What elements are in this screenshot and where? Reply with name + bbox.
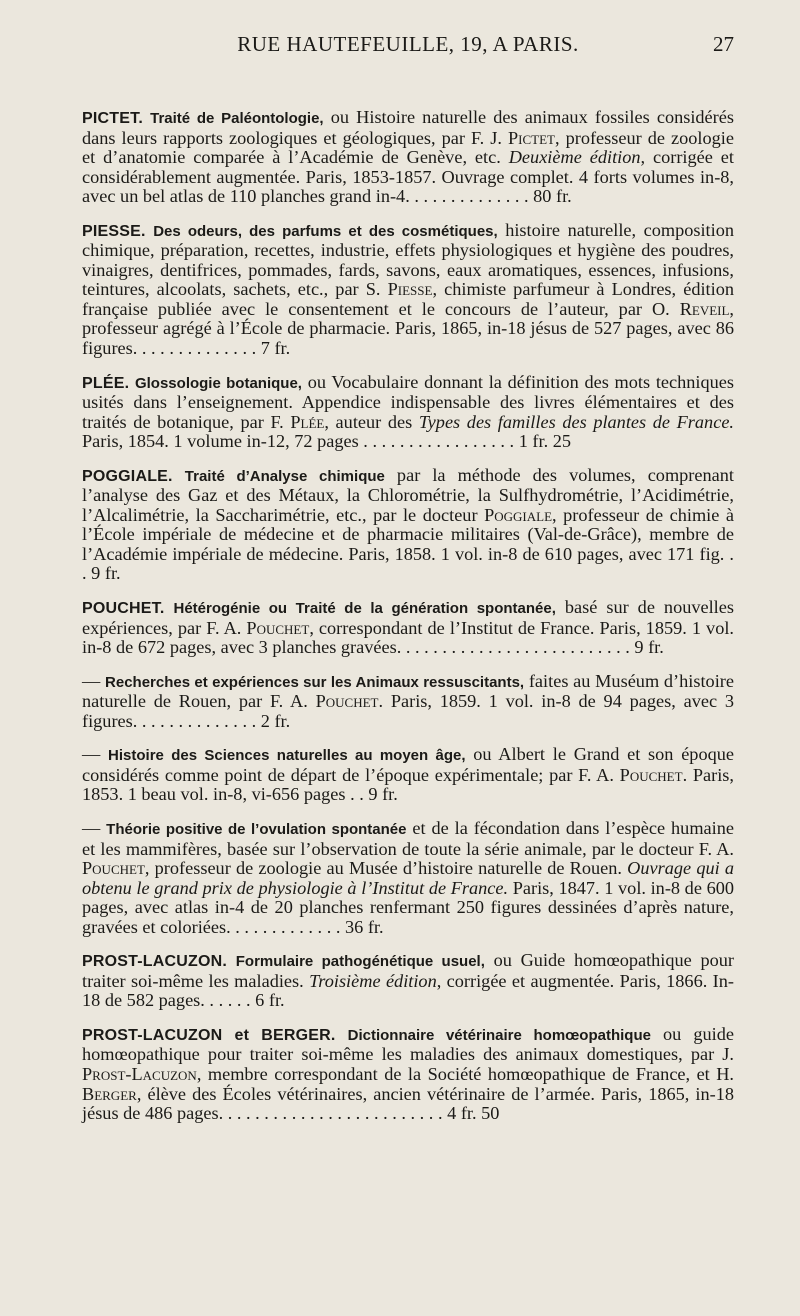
catalogue-entry-plee: [82, 373, 734, 452]
entry-dash: —: [82, 744, 101, 765]
entry-text: Paris, 1847. 1 vol. in-8 de 600 pages, avec atlas in-4 de 20 planches renfermant 250 figures dessinées d’après nature, gravées et coloriées. . . . . . . . . . . . .: [82, 877, 734, 937]
catalogue-entry-pouchet-heterogenie: [82, 598, 734, 658]
entry-title: Hétérogénie ou Traité de la génération spontanée,: [173, 600, 556, 618]
catalogue-entry-pouchet-theorie: [82, 819, 734, 937]
entry-person: Plée: [290, 411, 325, 432]
entry-author: PLÉE.: [82, 374, 130, 392]
entry-title: Traité de Paléontologie,: [150, 110, 324, 127]
entry-text: , correspondant de l’Institut de France. Paris, 1859. 1 vol. in-8 de 672 pages, avec 3 planches gravées. . . . . . . . . . . . . . . . . . . . . . . . . .: [82, 617, 734, 658]
entry-text: , corrigée et augmentée. Paris, 1866. In-18 de 582 pages. . . . . .: [82, 970, 734, 1011]
entry-title: Glossologie botanique,: [134, 374, 302, 392]
entry-person: Pouchet: [82, 858, 145, 879]
catalogue-entry-prost-lacuzon-berger: [82, 1025, 734, 1124]
entry-cited-title: Ouvrage qui a obtenu le grand prix de physiologie à l’Institut de France.: [82, 858, 734, 898]
entry-text: , professeur de chimie à l’École impériale de médecine et de pharmacie militaires (Val-de-Grâce), membre de l’Académie impériale de médecine. Paris, 1858. 1 vol. in-8 de 610 pages, avec 171 fig. . .: [82, 504, 735, 584]
entry-title: Théorie positive de l’ovulation spontanée: [106, 820, 407, 838]
entry-text: ou Vocabulaire donnant la définition des mots techniques usités dans l’enseignement. Appendice indispensable des livres élémentaires et des traités de botanique, par F.: [82, 371, 734, 432]
entry-author: PROST-LACUZON.: [82, 953, 228, 971]
entry-author: PICTET.: [82, 110, 143, 127]
entry-person: Reveil: [679, 298, 730, 319]
entry-dash: —: [82, 817, 101, 838]
entry-person: Berger: [82, 1083, 137, 1104]
entry-price: 9 fr.: [86, 563, 121, 584]
running-head: [82, 32, 734, 66]
entry-text: , chimiste parfumeur à Londres, édition française publiée avec le consentement et le concours de l’auteur, par O.: [82, 279, 734, 319]
entry-person: Poggiale: [484, 504, 553, 525]
entry-text: corrigée et considérablement augmentée. Paris, 1853-1857. Ouvrage complet. 4 forts volumes in-8, avec un bel atlas de 110 planches grand in-4. . . . . . . . . . . . . .: [82, 147, 734, 207]
entry-price: 36 fr.: [340, 916, 384, 937]
entry-author: PIESSE.: [82, 222, 146, 240]
entry-text: , professeur de zoologie au Musée d’histoire naturelle de Rouen.: [144, 858, 628, 879]
entry-person: Pouchet: [246, 617, 310, 638]
entry-text: , élève des Écoles vétérinaires, ancien vétérinaire de l’armée. Paris, 1865, in-18 jésus de 486 pages. . . . . . . . . . . . . . . . . . . . . . . . .: [82, 1083, 734, 1124]
entry-person: Pouchet: [315, 691, 379, 712]
entry-text: , professeur agrégé à l’École de pharmacie. Paris, 1865, in-18 jésus de 527 pages, avec 86 figures. . . . . . . . . . . . . .: [82, 298, 734, 359]
entry-price: 80 fr.: [528, 186, 572, 207]
entry-text: faites au Muséum d’histoire naturelle de Rouen, par F. A.: [82, 670, 734, 712]
entry-price: 2 fr.: [256, 710, 291, 731]
entry-text: ou Albert le Grand et son époque considérés comme point de départ de l’époque expérimentale; par F. A.: [82, 744, 734, 785]
entry-cited-title: Types des familles des plantes de France.: [418, 411, 735, 432]
entry-text: , membre correspondant de la Société homœopathique de France, et H.: [196, 1063, 734, 1084]
entry-author: POGGIALE.: [82, 467, 173, 485]
entry-text: , professeur de zoologie et d’anatomie comparée à l’Académie de Genève, etc.: [82, 127, 734, 168]
entry-title: Formulaire pathogénétique usuel,: [235, 953, 485, 971]
entry-price: 7 fr.: [256, 338, 291, 359]
entry-edition: Troisième édition: [309, 970, 437, 991]
running-title: RUE HAUTEFEUILLE, 19, A PARIS.: [237, 32, 579, 56]
entry-edition: Deuxième édition,: [508, 147, 646, 168]
entry-price: 4 fr. 50: [442, 1103, 500, 1124]
entry-title: Traité d’Analyse chimique: [184, 467, 385, 485]
catalogue-entries: [82, 108, 734, 1124]
entry-person: Prost-Lacuzon: [82, 1063, 197, 1084]
catalogue-entry-pouchet-histoire: [82, 745, 734, 805]
page-number: 27: [713, 32, 734, 56]
entry-title: Des odeurs, des parfums et des cosmétiques,: [153, 222, 498, 240]
entry-title: Recherches et expériences sur les Animaux ressuscitants,: [105, 673, 525, 691]
entry-person: Pictet: [507, 127, 555, 148]
entry-text: Paris, 1854. 1 volume in-12, 72 pages . . . . . . . . . . . . . . . . .: [82, 431, 515, 452]
entry-author: PROST-LACUZON et BERGER.: [82, 1026, 336, 1044]
entry-price: 9 fr.: [629, 637, 664, 658]
entry-text: , auteur des: [324, 411, 419, 432]
entry-person: Pouchet: [619, 764, 683, 785]
entry-text: histoire naturelle, composition chimique, préparation, recettes, industrie, effets physiologiques et hygiène des poudres, vinaigres, dentifrices, pommades, fards, savons, eaux aromatiques, essences, infusions, teintures, alcoolats, sachets, etc., par S.: [82, 219, 734, 300]
entry-person: Piesse: [387, 279, 433, 300]
catalogue-entry-prost-lacuzon: [82, 951, 734, 1011]
entry-text: basé sur de nouvelles expériences, par F. A.: [82, 597, 734, 638]
catalogue-entry-poggiale: [82, 466, 734, 584]
entry-title: Dictionnaire vétérinaire homœopathique: [347, 1026, 651, 1044]
entry-text: ou guide homœopathique pour traiter soi-même les maladies des animaux domestiques, par J.: [82, 1023, 734, 1065]
entry-dash: —: [82, 670, 101, 691]
entry-text: . Paris, 1853. 1 beau vol. in-8, vi-656 pages . .: [82, 764, 734, 805]
entry-author: POUCHET.: [82, 600, 165, 618]
entry-text: . Paris, 1859. 1 vol. in-8 de 94 pages, avec 3 figures. . . . . . . . . . . . . .: [82, 691, 734, 731]
entry-text: par la méthode des volumes, comprenant l’analyse des Gaz et des Métaux, la Chlorométrie, la Sulfhydrométrie, l’Acidimétrie, l’Alcalimétrie, la Saccharimétrie, etc., par le docteur: [82, 464, 734, 525]
entry-text: ou Histoire naturelle des animaux fossiles considérés dans leurs rapports zoologiques et géologiques, par F. J.: [82, 107, 734, 148]
catalogue-entry-pictet: [82, 108, 734, 207]
catalogue-entry-pouchet-recherches: [82, 672, 734, 732]
entry-price: 9 fr.: [363, 784, 398, 805]
catalogue-entry-piesse: [82, 221, 734, 359]
entry-text: et de la fécondation dans l’espèce humaine et les mammifères, basée sur l’observation de toute la série animale, par le docteur F. A.: [82, 817, 734, 859]
entry-title: Histoire des Sciences naturelles au moyen âge,: [108, 747, 466, 765]
entry-price: 1 fr. 25: [514, 431, 571, 452]
entry-text: ou Guide homœopathique pour traiter soi-même les maladies.: [82, 950, 735, 991]
entry-price: 6 fr.: [250, 990, 285, 1011]
